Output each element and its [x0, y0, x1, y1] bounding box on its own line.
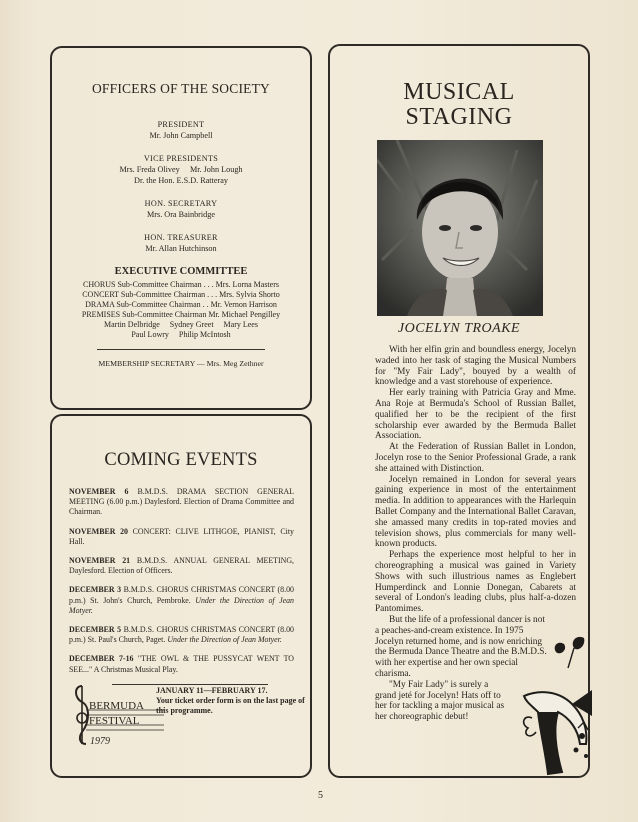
secretary-group: [52, 198, 310, 220]
festival-name-1: BERMUDA: [89, 700, 145, 712]
bio-paragraph: With her elfin grin and boundless energy, Jocelyn waded into her task of staging the Musical Numbers for "My Fair Lady", bouyed by a wealth of knowledge and a vast storehouse of experience.: [375, 345, 576, 388]
event-item: [69, 585, 294, 616]
event-item: [69, 625, 294, 645]
event-date: NOVEMBER 6: [69, 487, 129, 496]
vice-presidents-line-2: Dr. the Hon. E.S.D. Ratteray: [134, 176, 228, 185]
event-date: DECEMBER 5: [69, 625, 122, 635]
secretary-label: HON. SECRETARY: [144, 199, 218, 208]
bio-paragraph: Jocelyn remained in London for several years gaining experience in most of the entertainment media. In addition to appearances with the Harlequin Ballet Company and the International Ballet Caravan, she amassed many credits in top-rated movies and television shows, plus commercials for many well-known products.: [375, 474, 576, 550]
exec-line: DRAMA Sub-Committee Chairman . . Mr. Vernon Harrison: [85, 300, 277, 309]
event-direction: Under the Direction of Jean Motyer.: [69, 595, 294, 615]
bermuda-festival-logo: [70, 682, 166, 748]
title-line-1: MUSICAL: [403, 79, 515, 105]
event-direction: Under the Direction of Jean Motyer.: [167, 635, 282, 645]
event-date: NOVEMBER 20: [69, 526, 129, 536]
musical-staging-panel: [328, 44, 590, 778]
executive-committee-list: [52, 280, 310, 340]
portrait-photo: [377, 140, 543, 316]
event-text: B.M.D.S. CHORUS CHRISTMAS CONCERT (8.00 p.m.) St. Paul's Church, Paget.: [69, 625, 294, 645]
event-date: NOVEMBER 21: [69, 556, 131, 566]
treasurer-name: Mr. Allan Hutchinson: [145, 244, 217, 253]
festival-ticket-note: Your ticket order form is on the last page of this programme.: [156, 696, 305, 715]
coming-events-title: COMING EVENTS: [104, 450, 258, 470]
event-item: [69, 556, 294, 576]
event-item: [69, 527, 294, 547]
bio-paragraph: But the life of a professional dancer is not a peaches-and-cream existence. In 1975 Jocelyn returned home, and is now enriching the Bermuda Dance Theatre and the B.M.D.S. with her expertise and her own special charisma.: [375, 614, 547, 679]
exec-line: Paul Lowry Philip McIntosh: [131, 330, 231, 339]
title-line-2: STAGING: [405, 104, 513, 130]
page-number: 5: [318, 790, 323, 801]
exec-line: CHORUS Sub-Committee Chairman . . . Mrs. Lorna Masters: [83, 280, 279, 289]
event-text: B.M.D.S. ANNUAL GENERAL MEETING, Daylesford. Election of Officers.: [69, 556, 294, 576]
portrait-caption: JOCELYN TROAKE: [397, 321, 521, 336]
exec-line: Martin Delbridge Sydney Greet Mary Lees: [104, 320, 258, 329]
event-text: B.M.D.S. DRAMA SECTION GENERAL MEETING (6.00 p.m.) Daylesford. Election of Drama Committee and Chairman.: [69, 487, 295, 517]
vice-presidents-line-1: Mrs. Freda Olivey Mr. John Lough: [119, 165, 243, 174]
president-name: Mr. John Campbell: [149, 131, 213, 140]
bio-paragraph: "My Fair Lady" is surely a grand jeté for Jocelyn! Hats off to her for tackling a major musical as her choreographic debut!: [375, 679, 505, 723]
president-group: [52, 119, 310, 141]
vice-presidents-group: [52, 153, 310, 186]
dance-shoe-illustration: [518, 632, 592, 778]
festival-name-2: FESTIVAL: [89, 715, 140, 727]
officers-panel: [50, 46, 312, 410]
event-text: B.M.D.S. CHORUS CHRISTMAS CONCERT (8.00 p.m.) St. John's Church, Pembroke.: [69, 585, 294, 605]
divider: [97, 349, 265, 350]
festival-dates: JANUARY 11—FEBRUARY 17.: [156, 686, 268, 695]
event-item: [69, 487, 294, 518]
bio-paragraph: Her early training with Patricia Gray and Mme. Ana Roje at Bermuda's School of Russian Ballet, qualified her to be the recipient of the first scholarship ever awarded by the Bermuda Ballet Association.: [375, 388, 576, 442]
vice-presidents-label: VICE PRESIDENTS: [143, 154, 219, 163]
officers-title: OFFICERS OF THE SOCIETY: [91, 81, 270, 96]
musical-staging-title: [330, 80, 588, 130]
bio-paragraph: Perhaps the experience most helpful to her in choreographing a musical was gained in Variety Shows with such illustrious names as Englebert Humperdinck and Lonnie Donegan, Cabarets at several of London's leading clubs, plus half-a-dozen Pantomimes.: [375, 550, 576, 615]
event-date: DECEMBER 3: [69, 585, 122, 595]
president-label: PRESIDENT: [157, 120, 205, 129]
exec-line: CONCERT Sub-Committee Chairman . . . Mrs. Sylvia Shorto: [82, 290, 280, 299]
executive-committee-heading: EXECUTIVE COMMITTEE: [114, 266, 248, 277]
festival-note: [156, 686, 306, 716]
secretary-name: Mrs. Ora Bainbridge: [147, 210, 215, 219]
event-text: "THE OWL & THE PUSSYCAT WENT TO SEE..." A Christmas Musical Play.: [69, 654, 295, 674]
event-item: [69, 654, 294, 674]
treasurer-label: HON. TREASURER: [144, 233, 218, 242]
treasurer-group: [52, 232, 310, 254]
coming-events-panel: [50, 414, 312, 778]
exec-line: PREMISES Sub-Committee Chairman Mr. Michael Pengilley: [81, 310, 281, 319]
event-text: CONCERT: CLIVE LITHGOE, PIANIST, City Hall.: [69, 526, 295, 546]
membership-secretary: MEMBERSHIP SECRETARY — Mrs. Meg Zethner: [98, 359, 264, 368]
bio-paragraph: At the Federation of Russian Ballet in London, Jocelyn rose to the Senior Professional Grade, a rank she attained with Distinction.: [375, 442, 576, 474]
event-date: DECEMBER 7-16: [69, 654, 134, 664]
festival-year: 1979: [90, 736, 110, 747]
